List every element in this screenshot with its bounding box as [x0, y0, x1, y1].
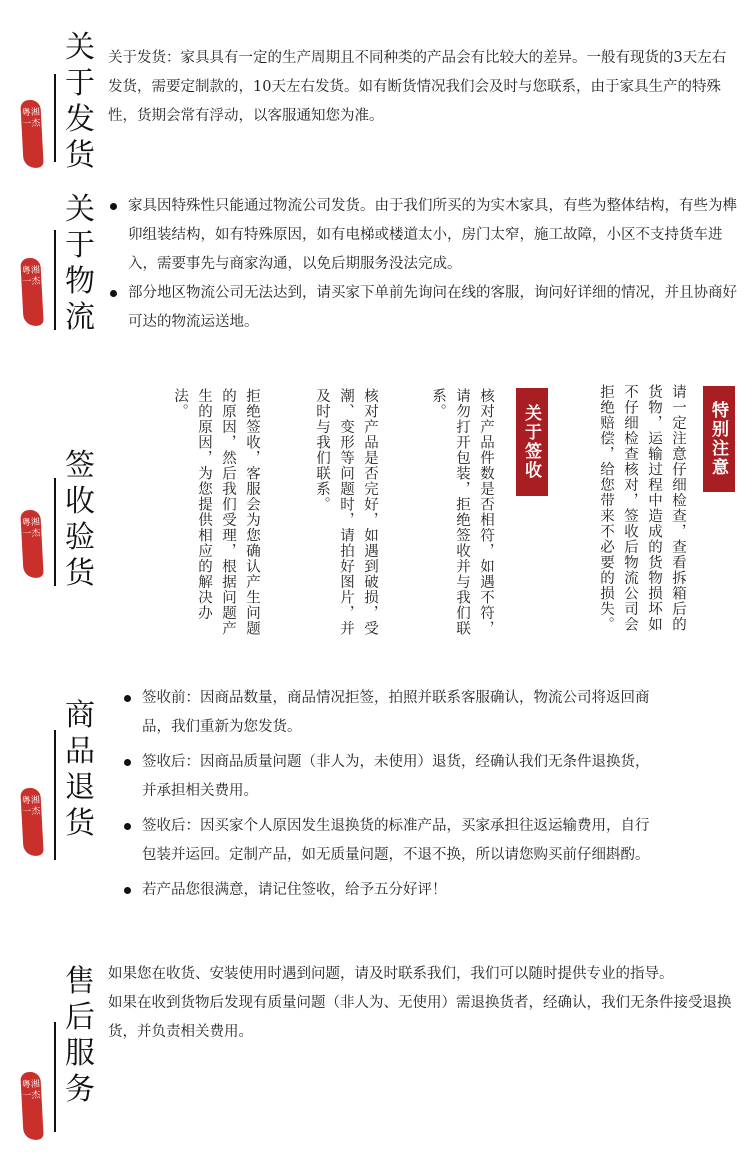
logistics-heading: 关 于 物 流	[65, 192, 95, 335]
notice-text: 请一定注意仔细检查，查看拆箱后的货物，运输过程中造成的货物损坏如不仔细检查核对，签收后物流公司会拒绝赔偿，给您带来不必要的损失。	[598, 384, 686, 632]
seal-stamp: 粤湘一杰	[20, 510, 44, 579]
shipping-heading: 关 于 发 货	[65, 30, 95, 173]
aftersales-line: 如果在收到货物后发现有质量问题（非人为、无使用）需退换货者，经确认，我们无条件接受退换货，并负责相关费用。	[108, 995, 732, 1040]
seal-stamp: 粤湘一杰	[20, 788, 44, 857]
list-item: 家具因特殊性只能通过物流公司发货。由于我们所买的为实木家具，有些为整体结构，有些为榫卯组装结构，如有特殊原因，如有电梯或楼道太小，房门太窄，施工故障，小区不支持货车进入，需要事先与商家沟通，以免后期服务没法完成。	[108, 192, 738, 279]
list-item: 若产品您很满意，请记住签收，给予五分好评！	[122, 876, 652, 905]
divider-line	[54, 74, 56, 162]
list-item: 部分地区物流公司无法达到，请买家下单前先询问在线的客服，询问好详细的情况，并且协商好可达的物流运送地。	[108, 279, 738, 337]
refuse-sign-text: 拒绝签收，客服会为您确认产生问题的原因，然后我们受理，根据问题产生的原因，为您提供相应的解决办法。	[172, 388, 260, 636]
returns-section	[0, 680, 750, 940]
check-count-text: 核对产品件数是否相符，如遇不符，请勿打开包装，拒绝签收并与我们联系。	[430, 388, 494, 636]
seal-stamp: 粤湘一杰	[20, 258, 44, 327]
check-condition-text: 核对产品是否完好，如遇到破损，受潮、变形等问题时，请拍好图片，并及时与我们联系。	[314, 388, 378, 636]
returns-heading: 商 品 退 货	[65, 698, 95, 841]
logistics-section	[0, 180, 750, 350]
seal-stamp: 粤湘一杰	[20, 100, 44, 169]
list-item: 签收后：因商品质量问题（非人为，未使用）退货，经确认我们无条件退换货，并承担相关费用。	[122, 748, 652, 806]
sign-label: 关于签收	[516, 388, 548, 496]
receipt-section	[0, 370, 750, 680]
list-item: 签收前：因商品数量，商品情况拒签，拍照并联系客服确认，物流公司将返回商品，我们重新为您发货。	[122, 684, 652, 742]
returns-list	[122, 684, 652, 905]
aftersales-text	[108, 960, 740, 1047]
notice-label: 特别注意	[703, 386, 735, 492]
logistics-list	[108, 192, 738, 337]
list-item: 签收后：因买家个人原因发生退换货的标准产品，买家承担往返运输费用，自行包装并运回。定制产品，如无质量问题，不退不换，所以请您购买前仔细斟酌。	[122, 812, 652, 870]
shipping-section	[0, 0, 750, 180]
shipping-text: 关于发货：家具具有一定的生产周期且不同种类的产品会有比较大的差异。一般有现货的3天左右发货，需要定制款的，10天左右发货。如有断货情况我们会及时与您联系，由于家具生产的特殊性，货期会常有浮动，以客服通知您为准。	[108, 50, 727, 124]
divider-line	[54, 730, 56, 860]
receipt-heading: 签 收 验 货	[65, 448, 95, 591]
divider-line	[54, 230, 56, 330]
divider-line	[54, 478, 56, 586]
aftersales-section	[0, 950, 750, 1152]
aftersales-heading: 售 后 服 务	[65, 964, 95, 1107]
aftersales-line: 如果您在收货、安装使用时遇到问题，请及时联系我们，我们可以随时提供专业的指导。	[108, 966, 674, 982]
divider-line	[54, 1022, 56, 1132]
seal-stamp: 粤湘一杰	[20, 1072, 44, 1141]
